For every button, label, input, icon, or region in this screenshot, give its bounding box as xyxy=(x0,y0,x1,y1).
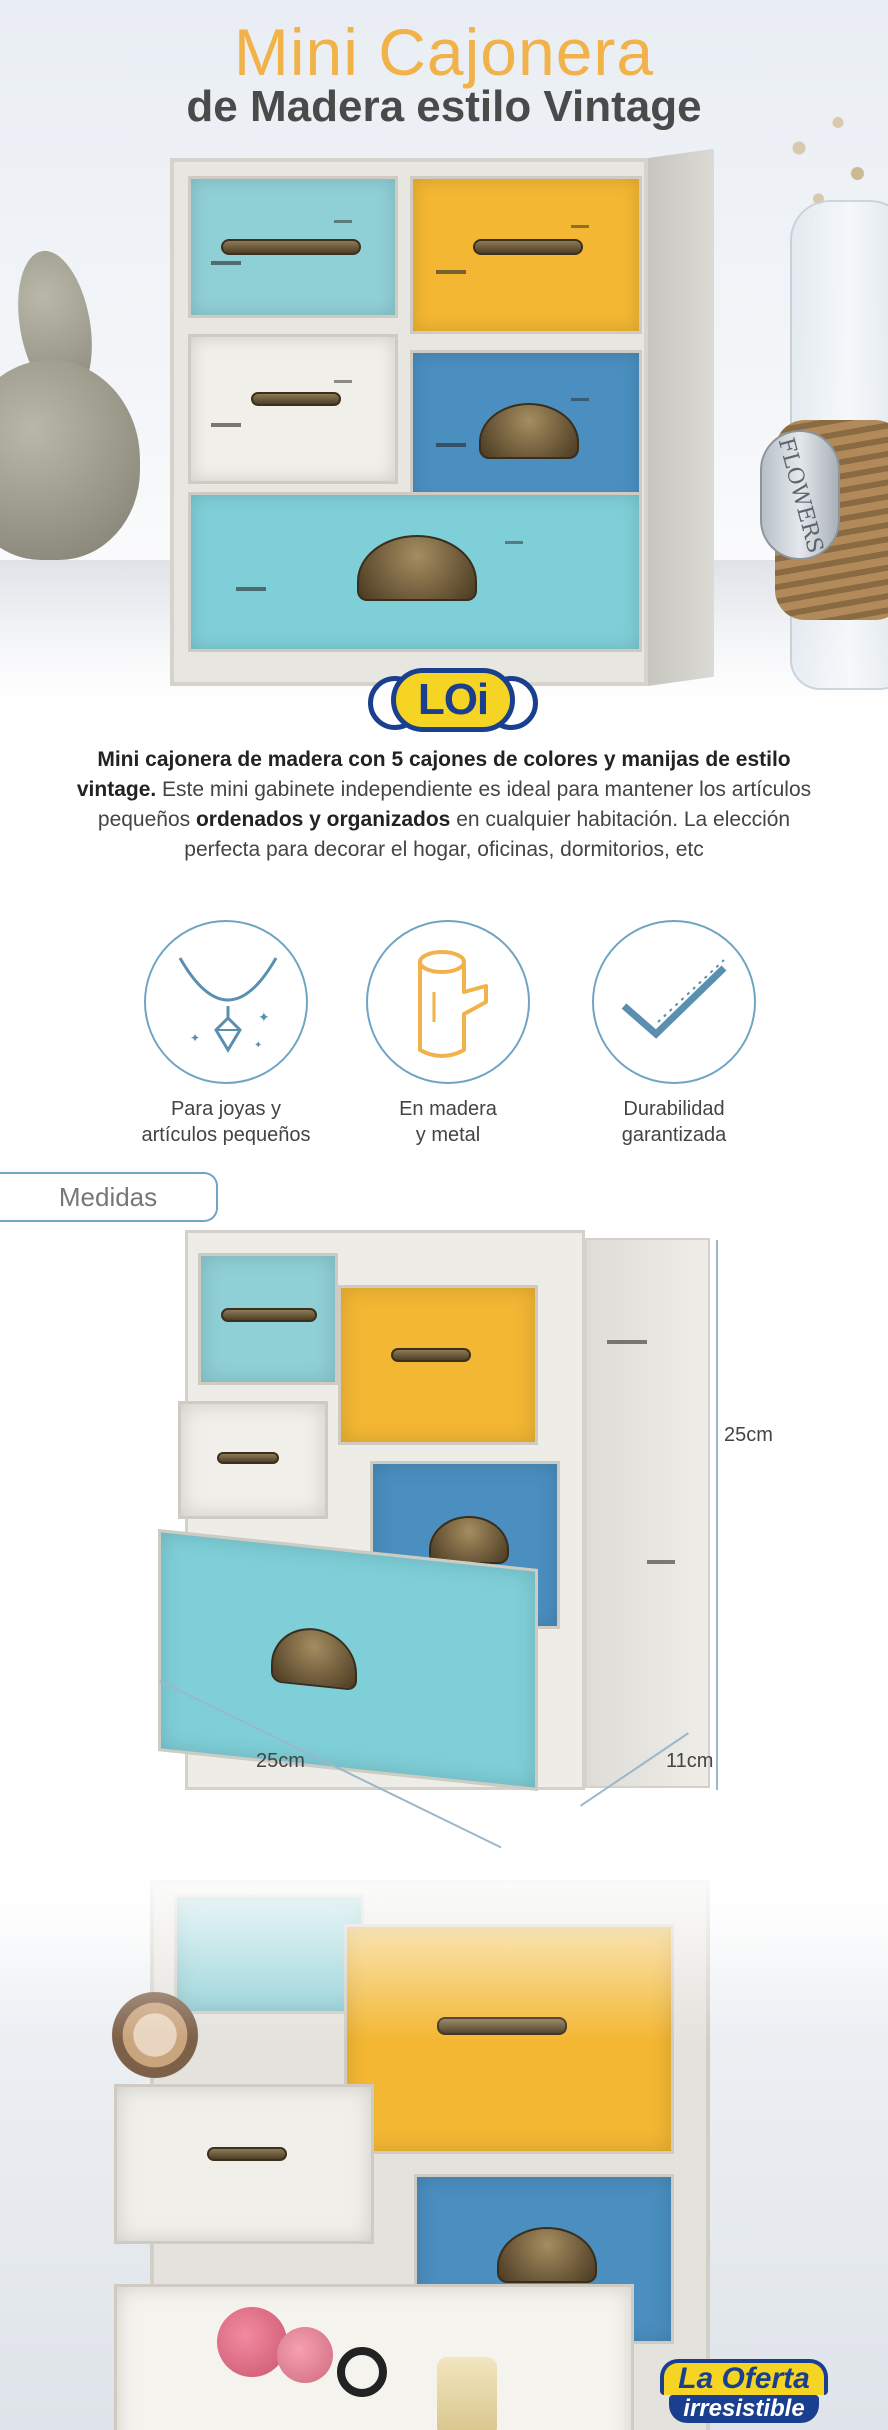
flowers-tag-text: FLOWERS xyxy=(772,434,828,556)
pink-pom-pom xyxy=(277,2327,333,2383)
drawer-top-right xyxy=(410,176,642,334)
feature-label xyxy=(116,1096,336,1148)
medidas-tab: Medidas xyxy=(0,1172,218,1222)
page-subtitle: de Madera estilo Vintage xyxy=(186,82,702,131)
page-title: Mini Cajonera xyxy=(233,15,655,89)
drawer-top-right-open xyxy=(338,1285,538,1445)
drawer-cup-handle xyxy=(479,403,579,459)
svg-text:✦: ✦ xyxy=(258,1010,270,1026)
la-oferta-irresistible-logo xyxy=(620,2358,868,2424)
product-description xyxy=(70,745,818,865)
photo-drawer-middle-left xyxy=(114,2084,374,2244)
oferta-logo-bottom: irresistible xyxy=(669,2395,818,2423)
dimension-depth-label: 11cm xyxy=(666,1750,714,1772)
dimension-line-height xyxy=(716,1240,718,1790)
cabinet-side-panel xyxy=(648,149,714,686)
feature-circle xyxy=(592,920,756,1084)
drawer-handle xyxy=(217,1452,279,1464)
drawer-cup-handle xyxy=(497,2227,597,2283)
svg-text:✦: ✦ xyxy=(254,1040,263,1051)
feature-label-line1: En madera xyxy=(399,1098,497,1120)
drawer-middle-left xyxy=(188,334,398,484)
photo-drawer-bottom-open xyxy=(114,2284,634,2430)
lifestyle-photo xyxy=(0,1860,888,2430)
feature-label-line1: Para joyas y xyxy=(170,1098,282,1120)
flowers-tag xyxy=(760,430,840,560)
drawer-middle-left-open xyxy=(178,1401,328,1519)
loi-logo xyxy=(368,660,538,740)
drawer-top-left xyxy=(198,1253,338,1385)
feature-circle xyxy=(144,920,308,1084)
dimension-height-label: 25cm xyxy=(724,1424,773,1446)
pink-pom-pom xyxy=(217,2307,287,2377)
wood-log-icon xyxy=(368,922,532,1086)
drawer-handle xyxy=(473,239,583,255)
dimension-cabinet-side xyxy=(585,1238,710,1788)
description-text-end: en cualquier habitación. La elección perfecta para decorar el hogar, oficinas, dormitorios, etc xyxy=(184,808,791,861)
feature-durability xyxy=(564,920,784,1148)
drawer-cup-handle xyxy=(357,535,477,601)
hero-cabinet xyxy=(170,158,648,686)
drawer-bottom-open xyxy=(158,1529,538,1791)
description-text: Este mini gabinete independiente es ideal para mantener los artículos pequeños xyxy=(97,778,812,831)
feature-circle xyxy=(366,920,530,1084)
feature-label xyxy=(338,1096,558,1148)
feature-jewelry xyxy=(116,920,336,1148)
loi-logo-text: LOi xyxy=(391,668,515,732)
drawer-top-left xyxy=(188,176,398,318)
feature-label-line2: y metal xyxy=(415,1124,481,1146)
dimension-width-label: 25cm xyxy=(256,1750,305,1772)
rabbit-figurine xyxy=(0,360,140,560)
oferta-logo-top: La Oferta xyxy=(660,2359,828,2395)
drawer-handle xyxy=(251,392,341,406)
hair-tie xyxy=(337,2347,387,2397)
perfume-bottle xyxy=(437,2357,497,2430)
dimension-cabinet xyxy=(185,1230,585,1790)
feature-material xyxy=(338,920,558,1148)
photo-fade-overlay xyxy=(0,1860,888,2040)
drawer-handle xyxy=(391,1348,471,1362)
drawer-middle-right xyxy=(410,350,642,506)
description-bold-intro: Mini cajonera de madera con 5 cajones de colores y manijas de estilo vintage. xyxy=(76,748,791,801)
feature-label xyxy=(564,1096,784,1148)
svg-text:✦: ✦ xyxy=(190,1031,201,1045)
drawer-handle xyxy=(221,239,361,255)
necklace-icon xyxy=(146,922,310,1086)
drawer-handle xyxy=(207,2147,287,2161)
description-bold-highlight: ordenados y organizados xyxy=(195,808,451,831)
drawer-bottom xyxy=(188,492,642,652)
drawer-cup-handle xyxy=(271,1624,357,1691)
checkmark-icon xyxy=(594,922,758,1086)
feature-label-line1: Durabilidad xyxy=(623,1098,725,1120)
hero-section xyxy=(0,0,888,700)
feature-label-line2: artículos pequeños xyxy=(141,1124,311,1146)
drawer-handle xyxy=(221,1308,317,1322)
feature-label-line2: garantizada xyxy=(621,1124,727,1146)
drawer-cup-handle xyxy=(429,1516,509,1564)
